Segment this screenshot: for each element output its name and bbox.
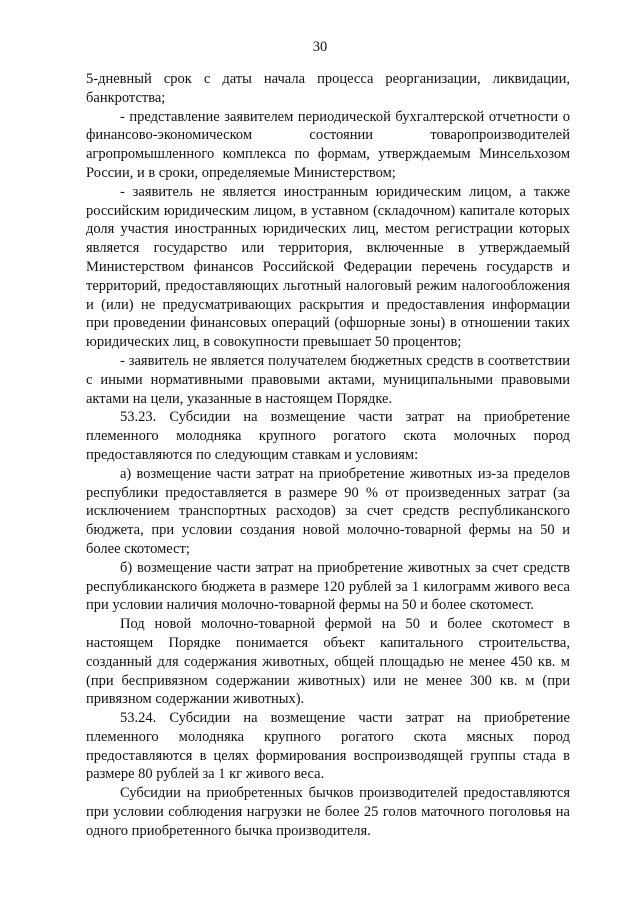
paragraph: - заявитель не является получателем бюджетных средств в соответствии с иными нормативными правовыми актами, муниципальными правовыми актами на цели, указанные в настоящем Порядке. bbox=[86, 352, 570, 407]
paragraph: б) возмещение части затрат на приобретение животных за счет средств республиканского бюджета в размере 120 рублей за 1 килограмм живого веса при условии наличия молочно-товарной фермы на 50 и более скотомест. bbox=[86, 559, 570, 614]
paragraph: а) возмещение части затрат на приобретение животных из-за пределов республики предоставляется в размере 90 % от произведенных затрат (за исключением транспортных расходов) за счет средств республиканского бюджета, при условии создания новой молочно-товарной фермы на 50 и более скотомест; bbox=[86, 465, 570, 557]
paragraph: Под новой молочно-товарной фермой на 50 и более скотомест в настоящем Порядке понимается объект капитального строительства, созданный для содержания животных, общей площадью не менее 450 кв. м (при беспривязном содержании животных) или не менее 300 кв. м (при привязном содержании животных). bbox=[86, 616, 570, 708]
paragraph: 53.23. Субсидии на возмещение части затрат на приобретение племенного молодняка крупного рогатого скота молочных пород предоставляются по следующим ставкам и условиям: bbox=[86, 409, 570, 463]
paragraph: Субсидии на приобретенных бычков производителей предоставляются при условии соблюдения нагрузки не более 25 голов маточного поголовья на одного приобретенного бычка производителя. bbox=[86, 785, 570, 839]
paragraph: 5-дневный срок с даты начала процесса реорганизации, ликвидации, банкротства; bbox=[86, 71, 570, 106]
paragraph: 53.24. Субсидии на возмещение части затрат на приобретение племенного молодняка крупного рогатого скота мясных пород предоставляются в целях формирования воспроизводящей группы стада в размере 80 рублей за 1 кг живого веса. bbox=[86, 710, 570, 783]
paragraph: - представление заявителем периодической бухгалтерской отчетности о финансово-экономическом состоянии товаропроизводителей агропромышленного комплекса по формам, утверждаемым Минсельхозом России, и в сроки, определяемые Министерством; bbox=[86, 108, 570, 181]
document-body bbox=[86, 70, 570, 841]
page-number: 30 bbox=[312, 39, 328, 55]
paragraph: - заявитель не является иностранным юридическим лицом, а также российским юридическим лицом, в уставном (складочном) капитале которых доля участия иностранных юридических лиц, местом регистрации которых является государство или территория, включенные в утверждаемый Министерством финансов Российской Федерации перечень государств и территорий, предоставляющих льготный налоговый режим налогообложения и (или) не предусматривающих раскрытия и предоставления информации при проведении финансовых операций (офшорные зоны) в отношении таких юридических лиц, в совокупности превышает 50 процентов; bbox=[86, 183, 570, 351]
